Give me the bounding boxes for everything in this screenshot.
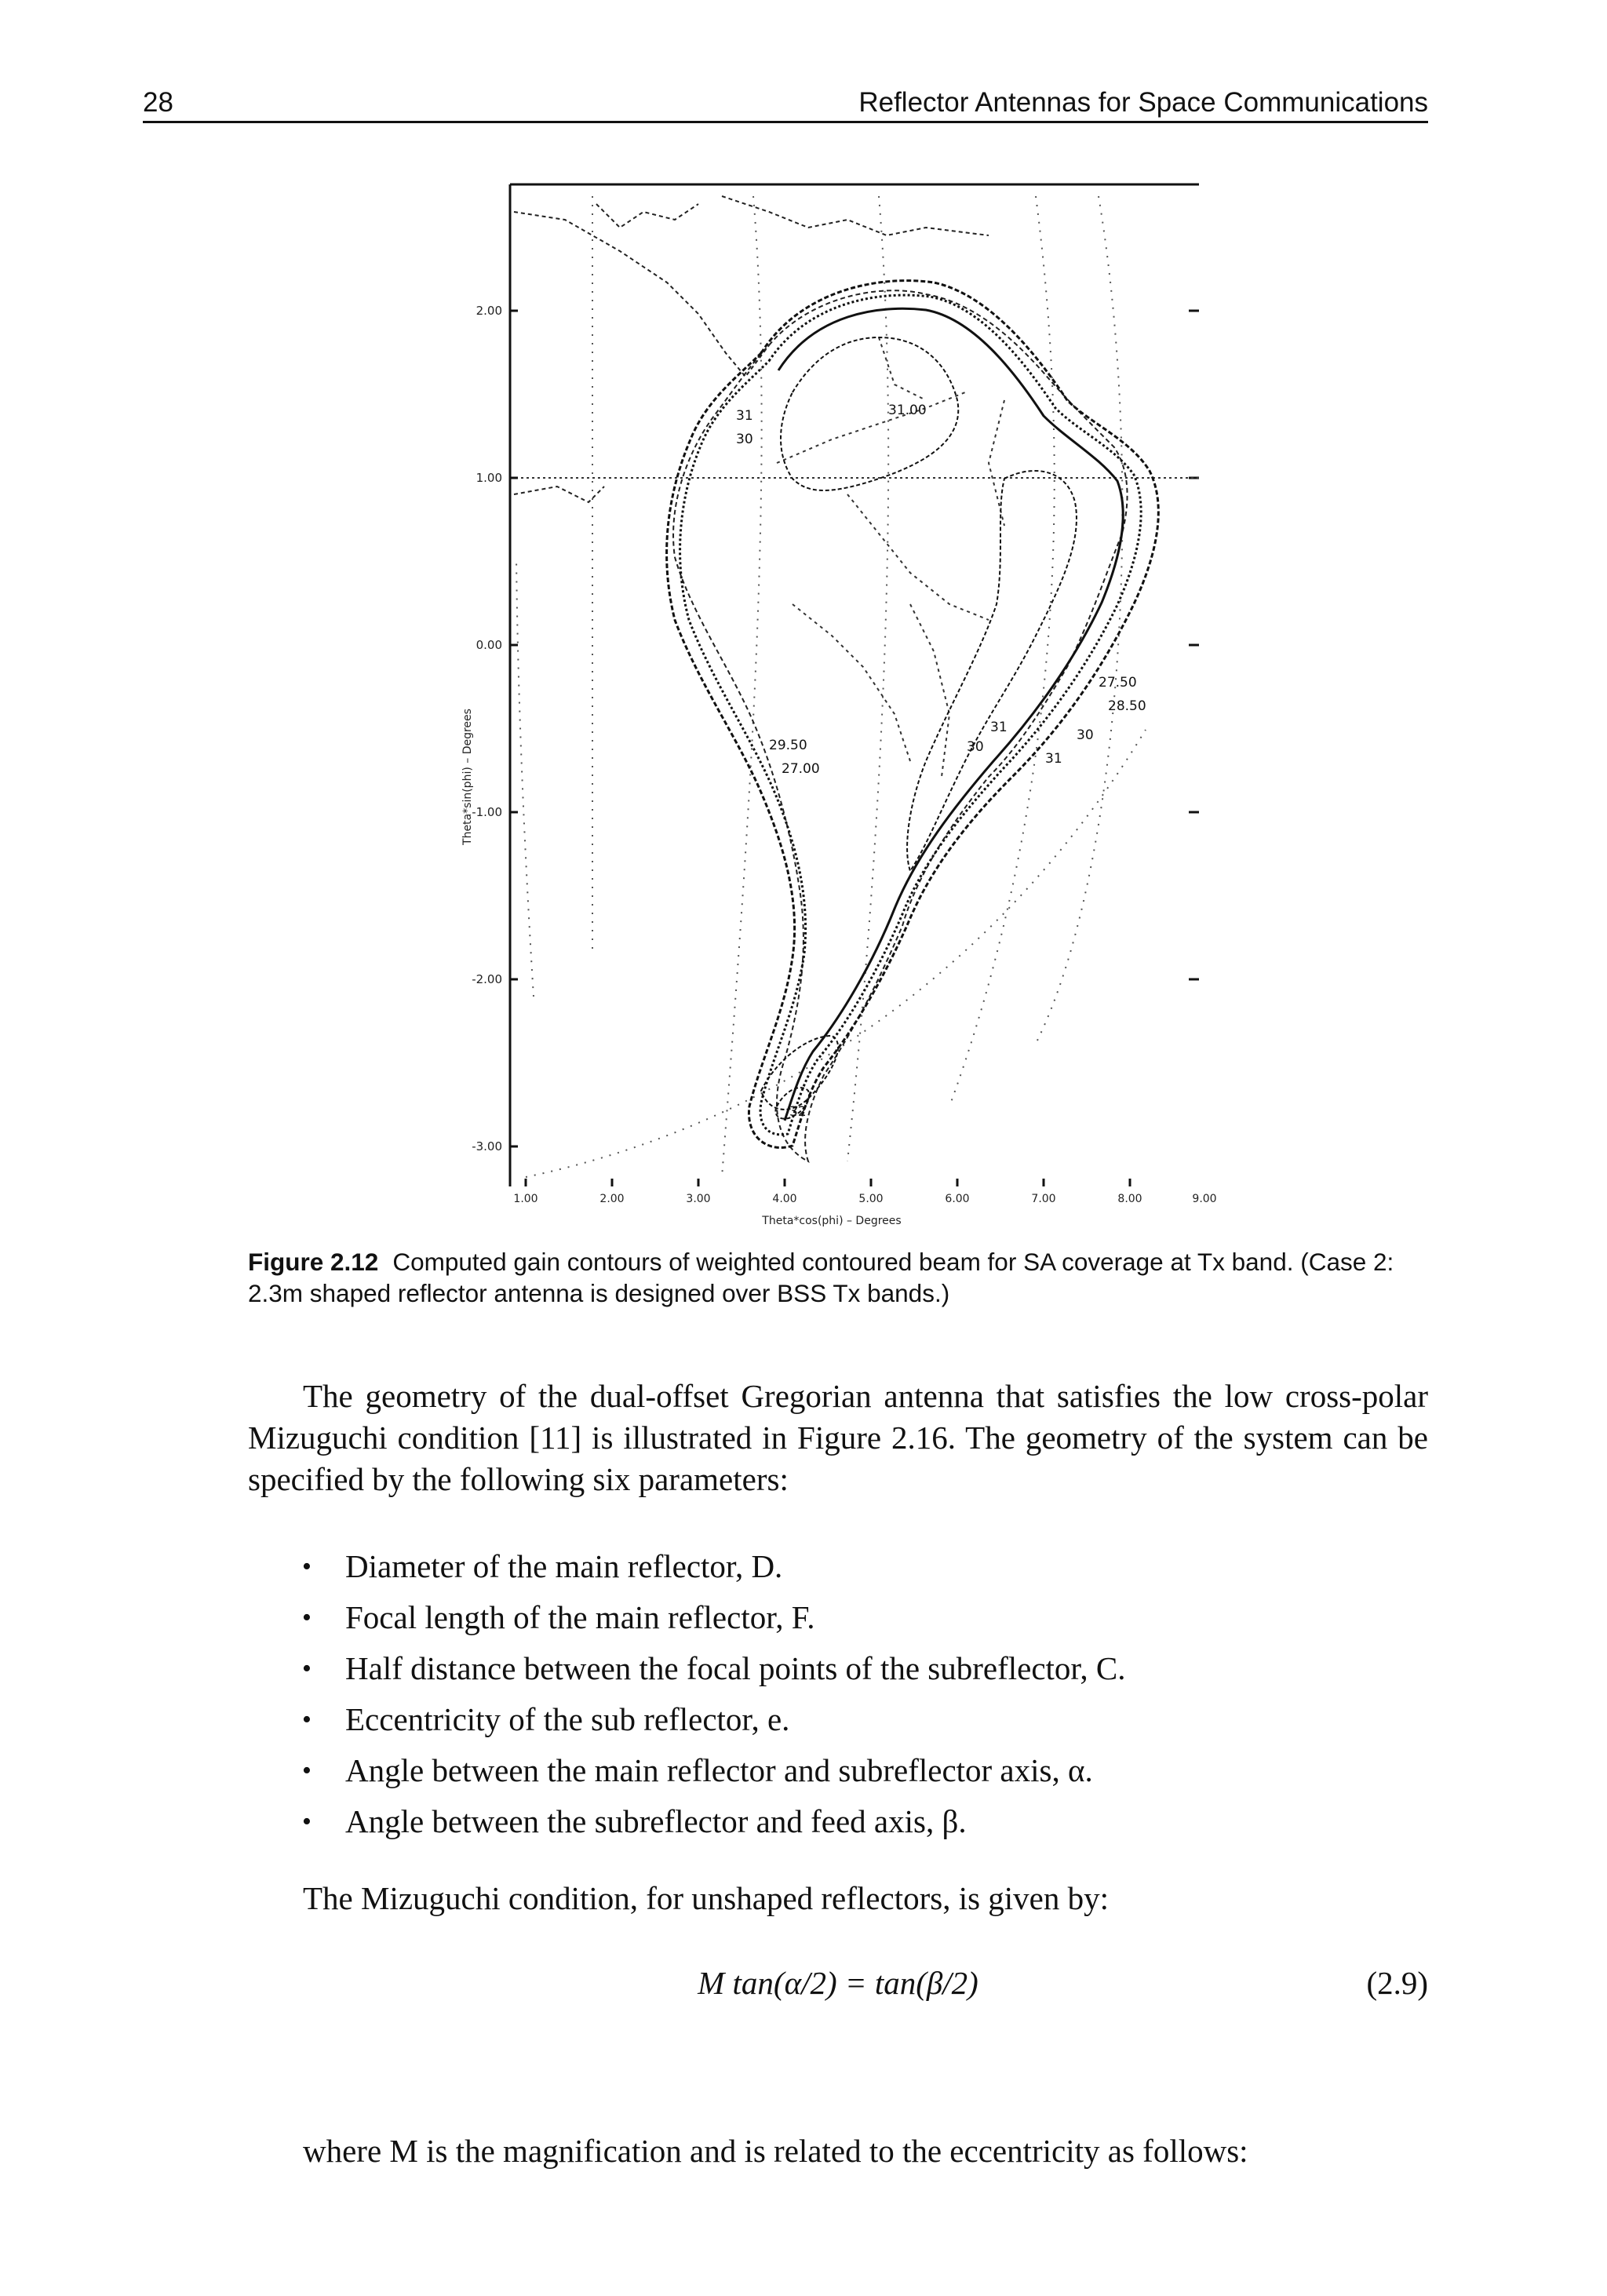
x-tick-label: 8.00 [1117, 1193, 1142, 1205]
x-tick-marks [526, 1179, 1130, 1186]
running-title: Reflector Antennas for Space Communications [858, 87, 1428, 118]
x-tick-label: 2.00 [599, 1193, 625, 1205]
y-tick-labels [472, 304, 502, 1153]
x-tick-labels [513, 1193, 1216, 1205]
contour-label: 29.50 [769, 738, 807, 753]
x-tick-label: 3.00 [686, 1193, 711, 1205]
x-tick-label: 4.00 [772, 1193, 797, 1205]
y-tick-label: -2.00 [472, 972, 502, 986]
contour-label: 31 [1045, 751, 1062, 767]
x-tick-label: 6.00 [945, 1193, 970, 1205]
y-tick-label: -3.00 [472, 1139, 502, 1153]
equation-number: (2.9) [1366, 1965, 1428, 2001]
gain-contour-figure [439, 165, 1224, 1240]
paragraph: where M is the magnification and is related to the eccentricity as follows: [303, 2133, 1248, 2169]
x-tick-label: 5.00 [858, 1193, 884, 1205]
x-tick-label: 7.00 [1031, 1193, 1056, 1205]
contour-labels [736, 403, 1146, 1120]
page-number: 28 [143, 87, 173, 118]
x-tick-label: 1.00 [513, 1193, 538, 1205]
y-tick-label: 0.00 [476, 638, 502, 652]
contour-label: 31 [990, 720, 1008, 735]
contour-label: 32 [789, 1104, 807, 1120]
figure-label: Figure 2.12 [248, 1248, 379, 1276]
contour-label: 27.50 [1099, 675, 1137, 691]
x-tick-label: 9.00 [1192, 1193, 1217, 1205]
figure-caption [248, 1246, 1428, 1309]
right-tick-marks [1189, 311, 1199, 979]
contour-label: 30 [967, 739, 984, 755]
coastline-outline [514, 196, 989, 502]
x-axis-title: Theta*cos(phi) – Degrees [762, 1215, 902, 1227]
contour-label: 28.50 [1108, 698, 1146, 714]
parameter-list [302, 1546, 1401, 1852]
contour-label: 31 [736, 408, 753, 424]
running-header [143, 85, 1428, 123]
list-item: • Angle between the subreflector and feed axis, β. [302, 1801, 1401, 1852]
list-item: • Angle between the main reflector and subreflector axis, α. [302, 1750, 1401, 1801]
caption-text: Computed gain contours of weighted contoured beam for SA coverage at Tx band. (Case 2: 2.3m shaped reflector antenna is designed over BSS Tx bands.) [248, 1248, 1394, 1307]
y-tick-label: -1.00 [472, 805, 502, 819]
contour-label: 27.00 [782, 761, 820, 777]
equation-2-9 [248, 1964, 1428, 2011]
paragraph: The geometry of the dual-offset Gregorian antenna that satisfies the low cross-polar Mizuguchi condition [11] is illustrated in Figure 2.16. The geometry of the system can be specified by the following six parameters: [248, 1378, 1428, 1497]
y-tick-label: 2.00 [476, 304, 502, 318]
paragraph: The Mizuguchi condition, for unshaped reflectors, is given by: [303, 1880, 1110, 1916]
y-tick-label: 1.00 [476, 471, 502, 485]
y-axis-title: Theta*sin(phi) – Degrees [461, 709, 474, 845]
contour-plot [439, 165, 1224, 1240]
contour-label: 30 [736, 432, 753, 447]
list-item: • Focal length of the main reflector, F. [302, 1597, 1401, 1648]
graticule-lines [516, 196, 1146, 1177]
contour-label: 31.00 [888, 403, 927, 418]
list-item: • Diameter of the main reflector, D. [302, 1546, 1401, 1597]
list-item: • Eccentricity of the sub reflector, e. [302, 1699, 1401, 1750]
list-item: • Half distance between the focal points of the subreflector, C. [302, 1648, 1401, 1699]
equation-expression: M tan(α/2) = tan(β/2) [698, 1965, 978, 2001]
contour-label: 30 [1077, 727, 1094, 743]
